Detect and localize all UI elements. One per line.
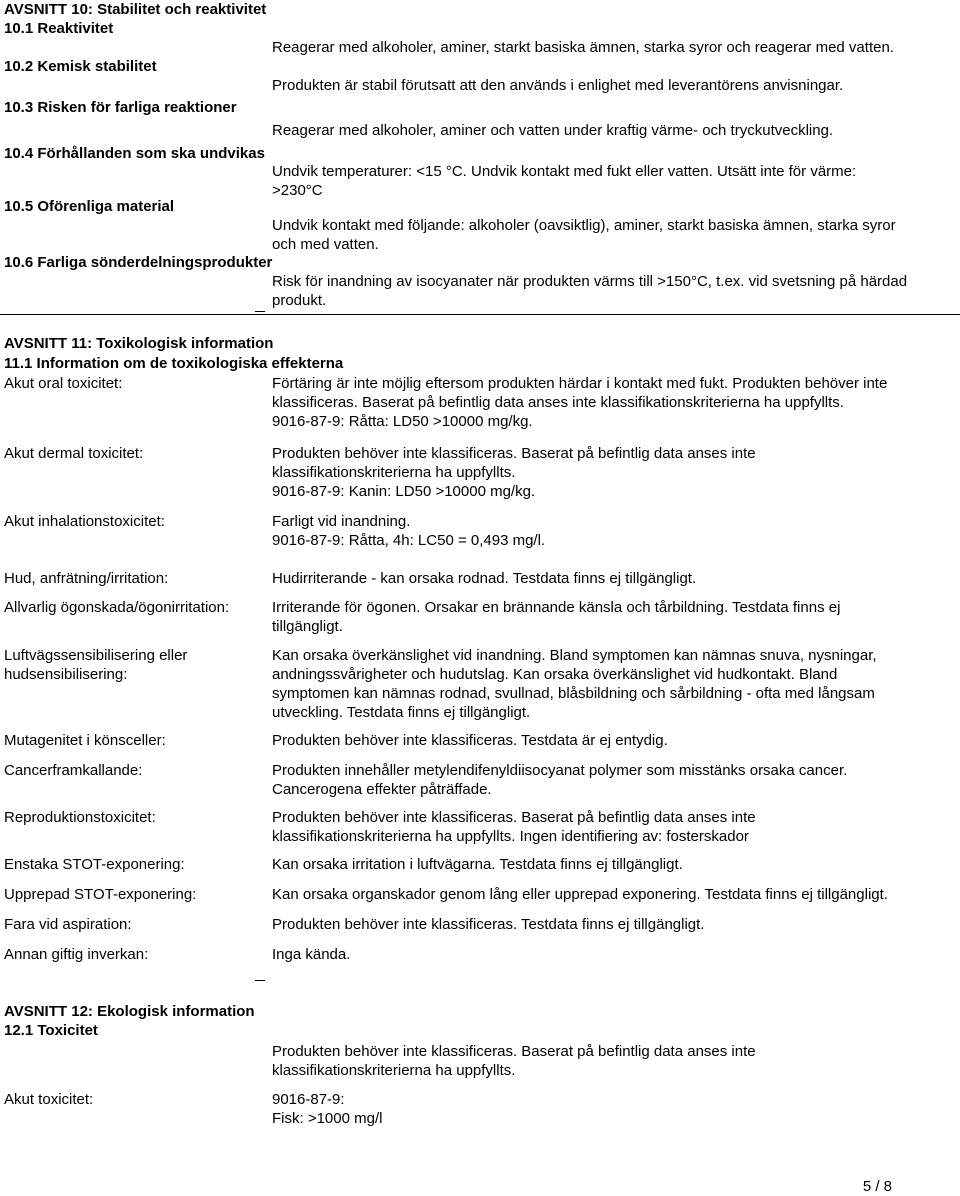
item-label-10-5: 10.5 Oförenliga material: [4, 198, 175, 215]
row-text-reproductive-1: Produkten behöver inte klassificeras. Baserat på befintlig data anses inte: [272, 809, 756, 826]
divider-tick: [255, 311, 265, 312]
acute-toxicity-label: Akut toxicitet:: [4, 1091, 94, 1108]
row-label-skin: Hud, anfrätning/irritation:: [4, 570, 169, 587]
row-text-other: Inga kända.: [272, 946, 351, 963]
section-12-intro-1: Produkten behöver inte klassificeras. Baserat på befintlig data anses inte: [272, 1043, 756, 1060]
item-text-10-2: Produkten är stabil förutsatt att den används i enlighet med leverantörens anvisningar.: [272, 77, 844, 94]
item-text-10-3: Reagerar med alkoholer, aminer och vatten under kraftig värme- och tryckutveckling.: [272, 122, 834, 139]
row-label-sensitisation-2: hudsensibilisering:: [4, 666, 128, 683]
section-12-intro-2: klassifikationskriterierna ha uppfyllts.: [272, 1062, 516, 1079]
row-text-sensitisation-1: Kan orsaka överkänslighet vid inandning. Bland symptomen kan nämnas snuva, nysningar,: [272, 647, 877, 664]
section-10-title: AVSNITT 10: Stabilitet och reaktivitet: [4, 1, 267, 18]
row-text-carcinogenicity-2: Cancerogena effekter påträffade.: [272, 781, 492, 798]
row-label-acute-dermal: Akut dermal toxicitet:: [4, 445, 144, 462]
row-label-other: Annan giftig inverkan:: [4, 946, 149, 963]
section-12-subtitle: 12.1 Toxicitet: [4, 1022, 98, 1039]
acute-toxicity-cas: 9016-87-9:: [272, 1091, 345, 1108]
section-11-subtitle: 11.1 Information om de toxikologiska effekterna: [4, 355, 344, 372]
row-text-acute-inhalation-1: Farligt vid inandning.: [272, 513, 411, 530]
item-label-10-1: 10.1 Reaktivitet: [4, 20, 114, 37]
divider-tick: [255, 980, 265, 981]
item-text-10-4-line2: >230°C: [272, 182, 323, 199]
item-label-10-6: 10.6 Farliga sönderdelningsprodukter: [4, 254, 273, 271]
item-text-10-6-line1: Risk för inandning av isocyanater när produkten värms till >150°C, t.ex. vid svetsning på härdad: [272, 273, 908, 290]
item-label-10-3: 10.3 Risken för farliga reaktioner: [4, 99, 237, 116]
row-label-acute-inhalation: Akut inhalationstoxicitet:: [4, 513, 165, 530]
row-text-acute-oral-1: Förtäring är inte möjlig eftersom produkten härdar i kontakt med fukt. Produkten behöver inte: [272, 375, 888, 392]
row-text-mutagenicity: Produkten behöver inte klassificeras. Testdata är ej entydig.: [272, 732, 668, 749]
row-label-aspiration: Fara vid aspiration:: [4, 916, 132, 933]
row-text-stot-single: Kan orsaka irritation i luftvägarna. Testdata finns ej tillgängligt.: [272, 856, 683, 873]
row-label-reproductive: Reproduktionstoxicitet:: [4, 809, 156, 826]
acute-toxicity-fish: Fisk: >1000 mg/l: [272, 1110, 383, 1127]
item-label-10-4: 10.4 Förhållanden som ska undvikas: [4, 145, 265, 162]
row-label-stot-single: Enstaka STOT-exponering:: [4, 856, 185, 873]
row-label-acute-oral: Akut oral toxicitet:: [4, 375, 123, 392]
page-number: 5 / 8: [862, 1178, 892, 1195]
row-label-mutagenicity: Mutagenitet i könsceller:: [4, 732, 166, 749]
row-label-carcinogenicity: Cancerframkallande:: [4, 762, 143, 779]
section-divider: [0, 314, 960, 315]
row-text-eye-2: tillgängligt.: [272, 618, 343, 635]
row-text-skin: Hudirriterande - kan orsaka rodnad. Testdata finns ej tillgängligt.: [272, 570, 697, 587]
row-text-acute-oral-2: klassificeras. Baserat på befintlig data anses inte klassifikationskriterierna ha uppfyllts.: [272, 394, 844, 411]
item-text-10-5-line2: och med vatten.: [272, 236, 379, 253]
item-label-10-2: 10.2 Kemisk stabilitet: [4, 58, 157, 75]
item-text-10-1: Reagerar med alkoholer, aminer, starkt basiska ämnen, starka syror och reagerar med vatten.: [272, 39, 894, 56]
row-text-acute-inhalation-2: 9016-87-9: Råtta, 4h: LC50 = 0,493 mg/l.: [272, 532, 546, 549]
item-text-10-6-line2: produkt.: [272, 292, 327, 309]
row-text-sensitisation-2: andningssvårigheter och hudutslag. Kan orsaka överkänslighet vid hudkontakt. Bland: [272, 666, 838, 683]
row-text-sensitisation-3: symptomen kan nämnas rodnad, svullnad, blåsbildning och sårbildning - ofta med långsam: [272, 685, 875, 702]
row-text-acute-dermal-3: 9016-87-9: Kanin: LD50 >10000 mg/kg.: [272, 483, 536, 500]
row-text-acute-dermal-1: Produkten behöver inte klassificeras. Baserat på befintlig data anses inte: [272, 445, 756, 462]
row-text-aspiration: Produkten behöver inte klassificeras. Testdata finns ej tillgängligt.: [272, 916, 705, 933]
section-12-title: AVSNITT 12: Ekologisk information: [4, 1003, 255, 1020]
row-text-eye-1: Irriterande för ögonen. Orsakar en brännande känsla och tårbildning. Testdata finns ej: [272, 599, 841, 616]
row-text-stot-repeated: Kan orsaka organskador genom lång eller upprepad exponering. Testdata finns ej tillgängligt.: [272, 886, 888, 903]
row-text-sensitisation-4: utveckling. Testdata finns ej tillgängligt.: [272, 704, 531, 721]
row-text-acute-dermal-2: klassifikationskriterierna ha uppfyllts.: [272, 464, 516, 481]
item-text-10-4-line1: Undvik temperaturer: <15 °C. Undvik kontakt med fukt eller vatten. Utsätt inte för värme:: [272, 163, 857, 180]
row-label-stot-repeated: Upprepad STOT-exponering:: [4, 886, 197, 903]
row-text-reproductive-2: klassifikationskriterierna ha uppfyllts. Ingen identifiering av: fosterskador: [272, 828, 749, 845]
item-text-10-5-line1: Undvik kontakt med följande: alkoholer (oavsiktlig), aminer, starkt basiska ämnen, starka syror: [272, 217, 896, 234]
row-text-acute-oral-3: 9016-87-9: Råtta: LD50 >10000 mg/kg.: [272, 413, 533, 430]
row-label-sensitisation-1: Luftvägssensibilisering eller: [4, 647, 188, 664]
row-label-eye: Allvarlig ögonskada/ögonirritation:: [4, 599, 230, 616]
row-text-carcinogenicity-1: Produkten innehåller metylendifenyldiisocyanat polymer som misstänks orsaka cancer.: [272, 762, 848, 779]
section-11-title: AVSNITT 11: Toxikologisk information: [4, 335, 274, 352]
